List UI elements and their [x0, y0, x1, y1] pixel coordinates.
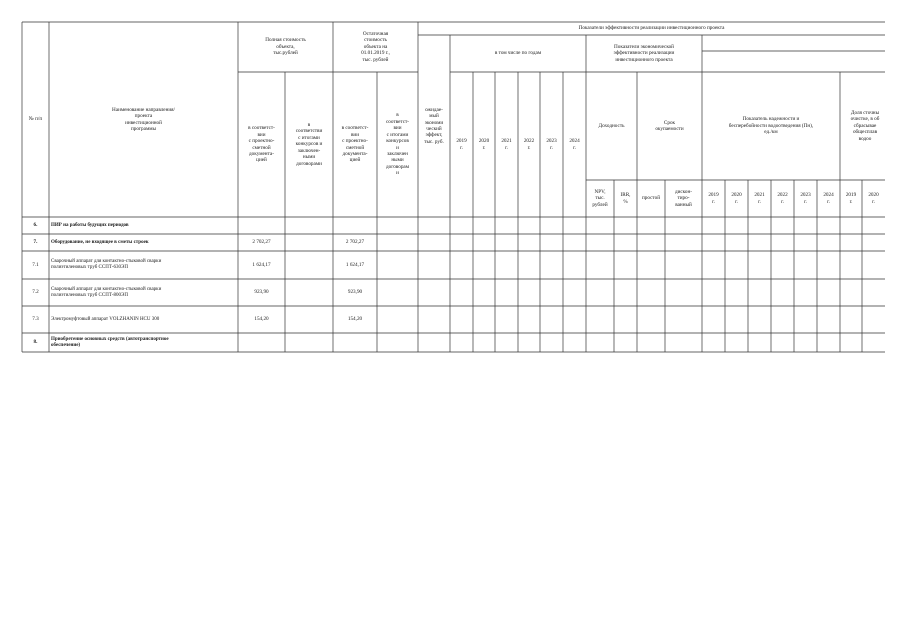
header-indicators: Показатели эффективности реализации инвестиционного проекта	[578, 25, 725, 32]
header-year-b-1: 2019 г.	[708, 192, 719, 205]
header-name: Наименование направления/ проекта инвестиционной программы	[112, 106, 175, 132]
row-full-cost-psd: 1 624,17	[252, 261, 271, 268]
row-full-cost-psd	[238, 217, 285, 234]
header-expected-effect: ожидае- мый экономи ческий эффект, тыс. руб.	[424, 106, 444, 145]
header-year-b-4: 2022 г.	[777, 192, 788, 205]
header-reliability: Показатель надежности и бесперебойности водоотведения (Пн), ед./км	[728, 116, 814, 136]
header-year-a-1: 2019 г.	[456, 138, 467, 151]
row-name: ПИР на работы будущих периодов	[51, 222, 129, 228]
row-num: 7.2	[32, 289, 39, 296]
row-name: Оборудование, не входящее в сметы строек	[51, 239, 149, 245]
row-full-cost-psd: 154,20	[254, 316, 269, 323]
row-residual-psd: 1 624,17	[345, 261, 365, 268]
header-profitability: Доходность	[598, 122, 625, 129]
row-name: Электромуфтовый аппарат VOLZHANIN HCU 300	[51, 316, 160, 322]
row-residual-psd: 2 702,27	[345, 239, 365, 246]
header-payback-discounted: дискон- тиро- ванный	[674, 188, 693, 208]
header-npv: NPV, тыс. рублей	[592, 188, 608, 208]
row-name: Сварочный аппарат для контактно-стыковой сварки полиэтиленовых труб ССПТ-630ЭП	[51, 259, 162, 270]
header-payback-simple: простой	[642, 195, 660, 202]
row-name: Сварочный аппарат для контактно-стыковой сварки полиэтиленовых труб ССПТ-800ЭП	[51, 286, 162, 298]
row-num: 7.3	[32, 316, 39, 323]
row-num: 8.	[33, 339, 38, 346]
header-econ-efficiency: Показатели экономической эффективности реализации инвестиционного проекта	[613, 43, 675, 63]
row-residual-psd	[333, 333, 377, 352]
header-payback: Срок окупаемости	[655, 119, 684, 132]
header-irr: IRR, %	[620, 192, 631, 205]
row-full-cost-psd	[238, 333, 285, 352]
row-name: Приобретение основных средств (автотранспортное обеспечение)	[51, 336, 169, 348]
header-full-cost-contracts: в соответстви с итогами конкурсов и заключен- ными договорами	[295, 122, 323, 167]
header-full-cost: Полная стоимость объекта, тыс.рублей	[265, 37, 306, 57]
header-year-a-2: 2020 г.	[478, 138, 490, 151]
header-num: № п/п	[28, 116, 43, 123]
row-residual-psd: 154,20	[347, 316, 363, 323]
header-residual-psd: в соответст- вии с проектно- сметной документа- цией	[341, 125, 369, 164]
row-full-cost-psd: 2 702,27	[252, 239, 271, 246]
row-num: 6.	[33, 222, 38, 229]
header-year-c-2: 2020 г.	[868, 192, 879, 205]
header-year-c-1: 2019 г.	[845, 192, 857, 205]
header-wastewater-share: Доля сточны очистке, в об сбрасывае общесплав водоо	[850, 109, 880, 142]
header-year-b-3: 2021 г.	[754, 192, 765, 205]
header-year-a-6: 2024 г.	[569, 138, 580, 151]
row-num: 7.	[33, 239, 38, 246]
header-year-b-2: 2020 г.	[731, 192, 742, 205]
header-by-year: в том числе по годам	[494, 50, 542, 57]
header-year-a-3: 2021 г.	[501, 138, 512, 151]
header-year-b-5: 2023 г.	[800, 192, 811, 205]
row-num: 7.1	[32, 261, 39, 268]
header-year-a-4: 2022 г.	[523, 138, 535, 151]
row-full-cost-psd: 923,90	[254, 289, 269, 296]
header-residual-cost: Остаточная стоимость объекта на 01.01.2019 г., тыс. рублей	[361, 30, 390, 63]
row-residual-psd	[333, 217, 377, 234]
row-residual-psd: 923,90	[347, 289, 363, 296]
header-year-b-6: 2024 г.	[823, 192, 834, 205]
header-year-a-5: 2023 г.	[546, 138, 557, 151]
header-full-cost-psd: в соответст- вии с проектно- сметной документа- цией	[248, 125, 275, 164]
header-residual-contracts: в соответст- вии с итогами конкурсов и заключен ными договорам и	[385, 112, 410, 177]
